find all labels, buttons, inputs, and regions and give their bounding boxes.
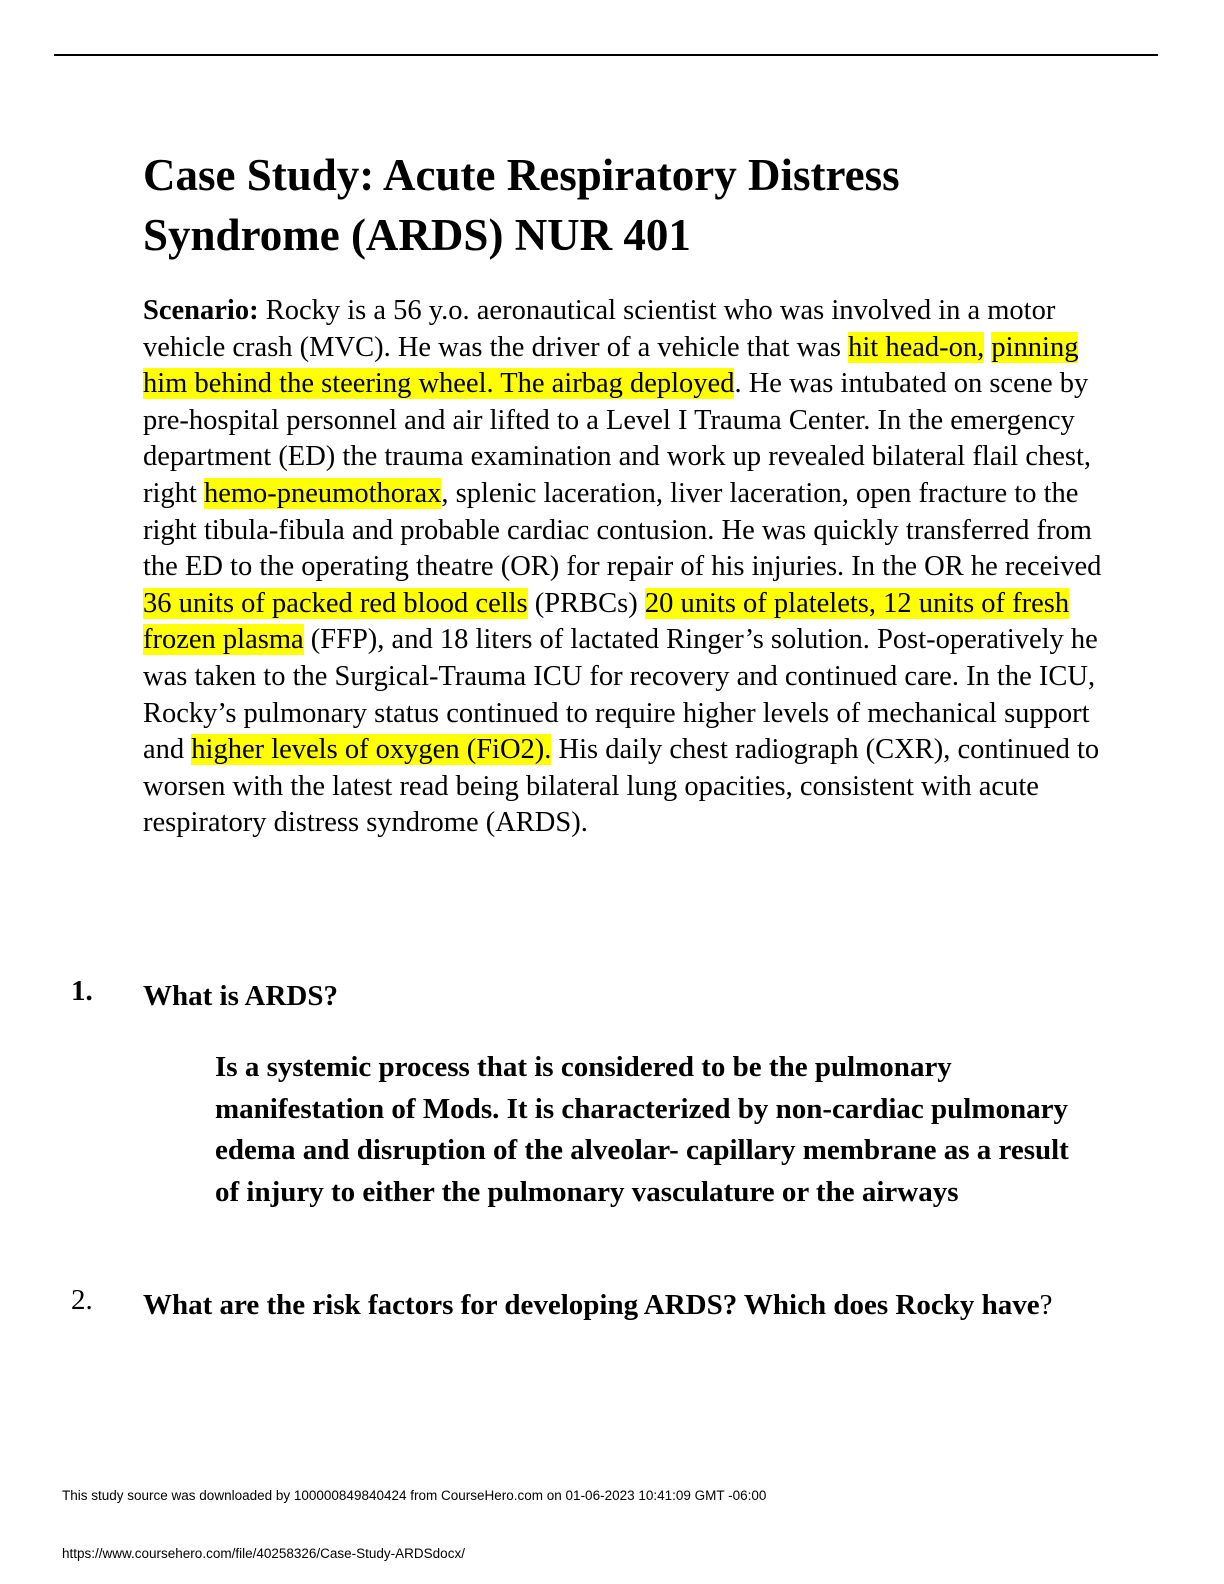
scenario-segment: , splenic laceration, liver laceration, open fracture to the right tibula-fibula and probable cardiac contusion. He was quickly transferred from the ED to the operating theatre (OR) for repair of his injuries. In the OR he received [143, 477, 1102, 583]
scenario-segment: Rocky is a 56 y.o. aeronautical scientist who was involved in a motor vehicle crash (MVC). He was the driver of a vehicle that was [143, 295, 1056, 363]
scenario-segment: (PRBCs) [527, 587, 645, 619]
question-1-number: 1. [71, 975, 93, 1007]
scenario-segment: His daily chest radiograph (CXR), continued to worsen with the latest read being bilateral lung opacities, consistent with acute respiratory distress syndrome (ARDS). [143, 734, 1100, 839]
scenario-segment: . He was intubated on scene by pre-hospital personnel and air lifted to a Level I Trauma Center. In the emergency department (ED) the trauma examination and work up revealed bilateral flail chest, right [143, 368, 1092, 509]
scenario-label: Scenario: [143, 295, 259, 326]
footer-source-line: This study source was downloaded by 100000849840424 from CourseHero.com on 01-06-2023 10:41:09 GMT -06:00 [62, 1488, 767, 1503]
scenario-paragraph [143, 293, 1103, 842]
scenario-segment: (FFP), and 18 liters of lactated Ringer’s solution. Post-operatively he was taken to the Surgical-Trauma ICU for recovery and continued care. In the ICU, Rocky’s pulmonary status continued to require higher levels of mechanical support and [143, 624, 1098, 766]
header-rule [54, 54, 1158, 56]
highlighted-text: pinning him behind the steering wheel. The airbag deployed [143, 331, 1079, 400]
document-title: Case Study: Acute Respiratory Distress Syndrome (ARDS) NUR 401 [143, 150, 900, 260]
highlighted-text: hit head-on, [848, 331, 985, 363]
footer-url[interactable]: https://www.coursehero.com/file/40258326/Case-Study-ARDSdocx/ [62, 1546, 465, 1561]
highlighted-text: 36 units of packed red blood cells [143, 587, 528, 619]
highlighted-text: 20 units of platelets, 12 units of fresh frozen plasma [143, 587, 1070, 656]
question-2-main: What are the risk factors for developing ARDS? Which does Rocky have [143, 1289, 1040, 1321]
question-2-number: 2. [71, 1284, 93, 1316]
question-2-tail: ? [1039, 1289, 1053, 1321]
highlighted-text: higher levels of oxygen (FiO2). [191, 734, 552, 766]
question-2-text [143, 1284, 1083, 1326]
question-1-answer: Is a systemic process that is considered to be the pulmonary manifestation of Mods. It is characterized by non-cardiac pulmonary edema and disruption of the alveolar- capillary membrane as a result of injury to either the pulmonary vasculature or the airways [215, 1051, 1069, 1208]
highlighted-text: hemo-pneumothorax [203, 477, 442, 509]
question-1-text: What is ARDS? [143, 980, 338, 1012]
